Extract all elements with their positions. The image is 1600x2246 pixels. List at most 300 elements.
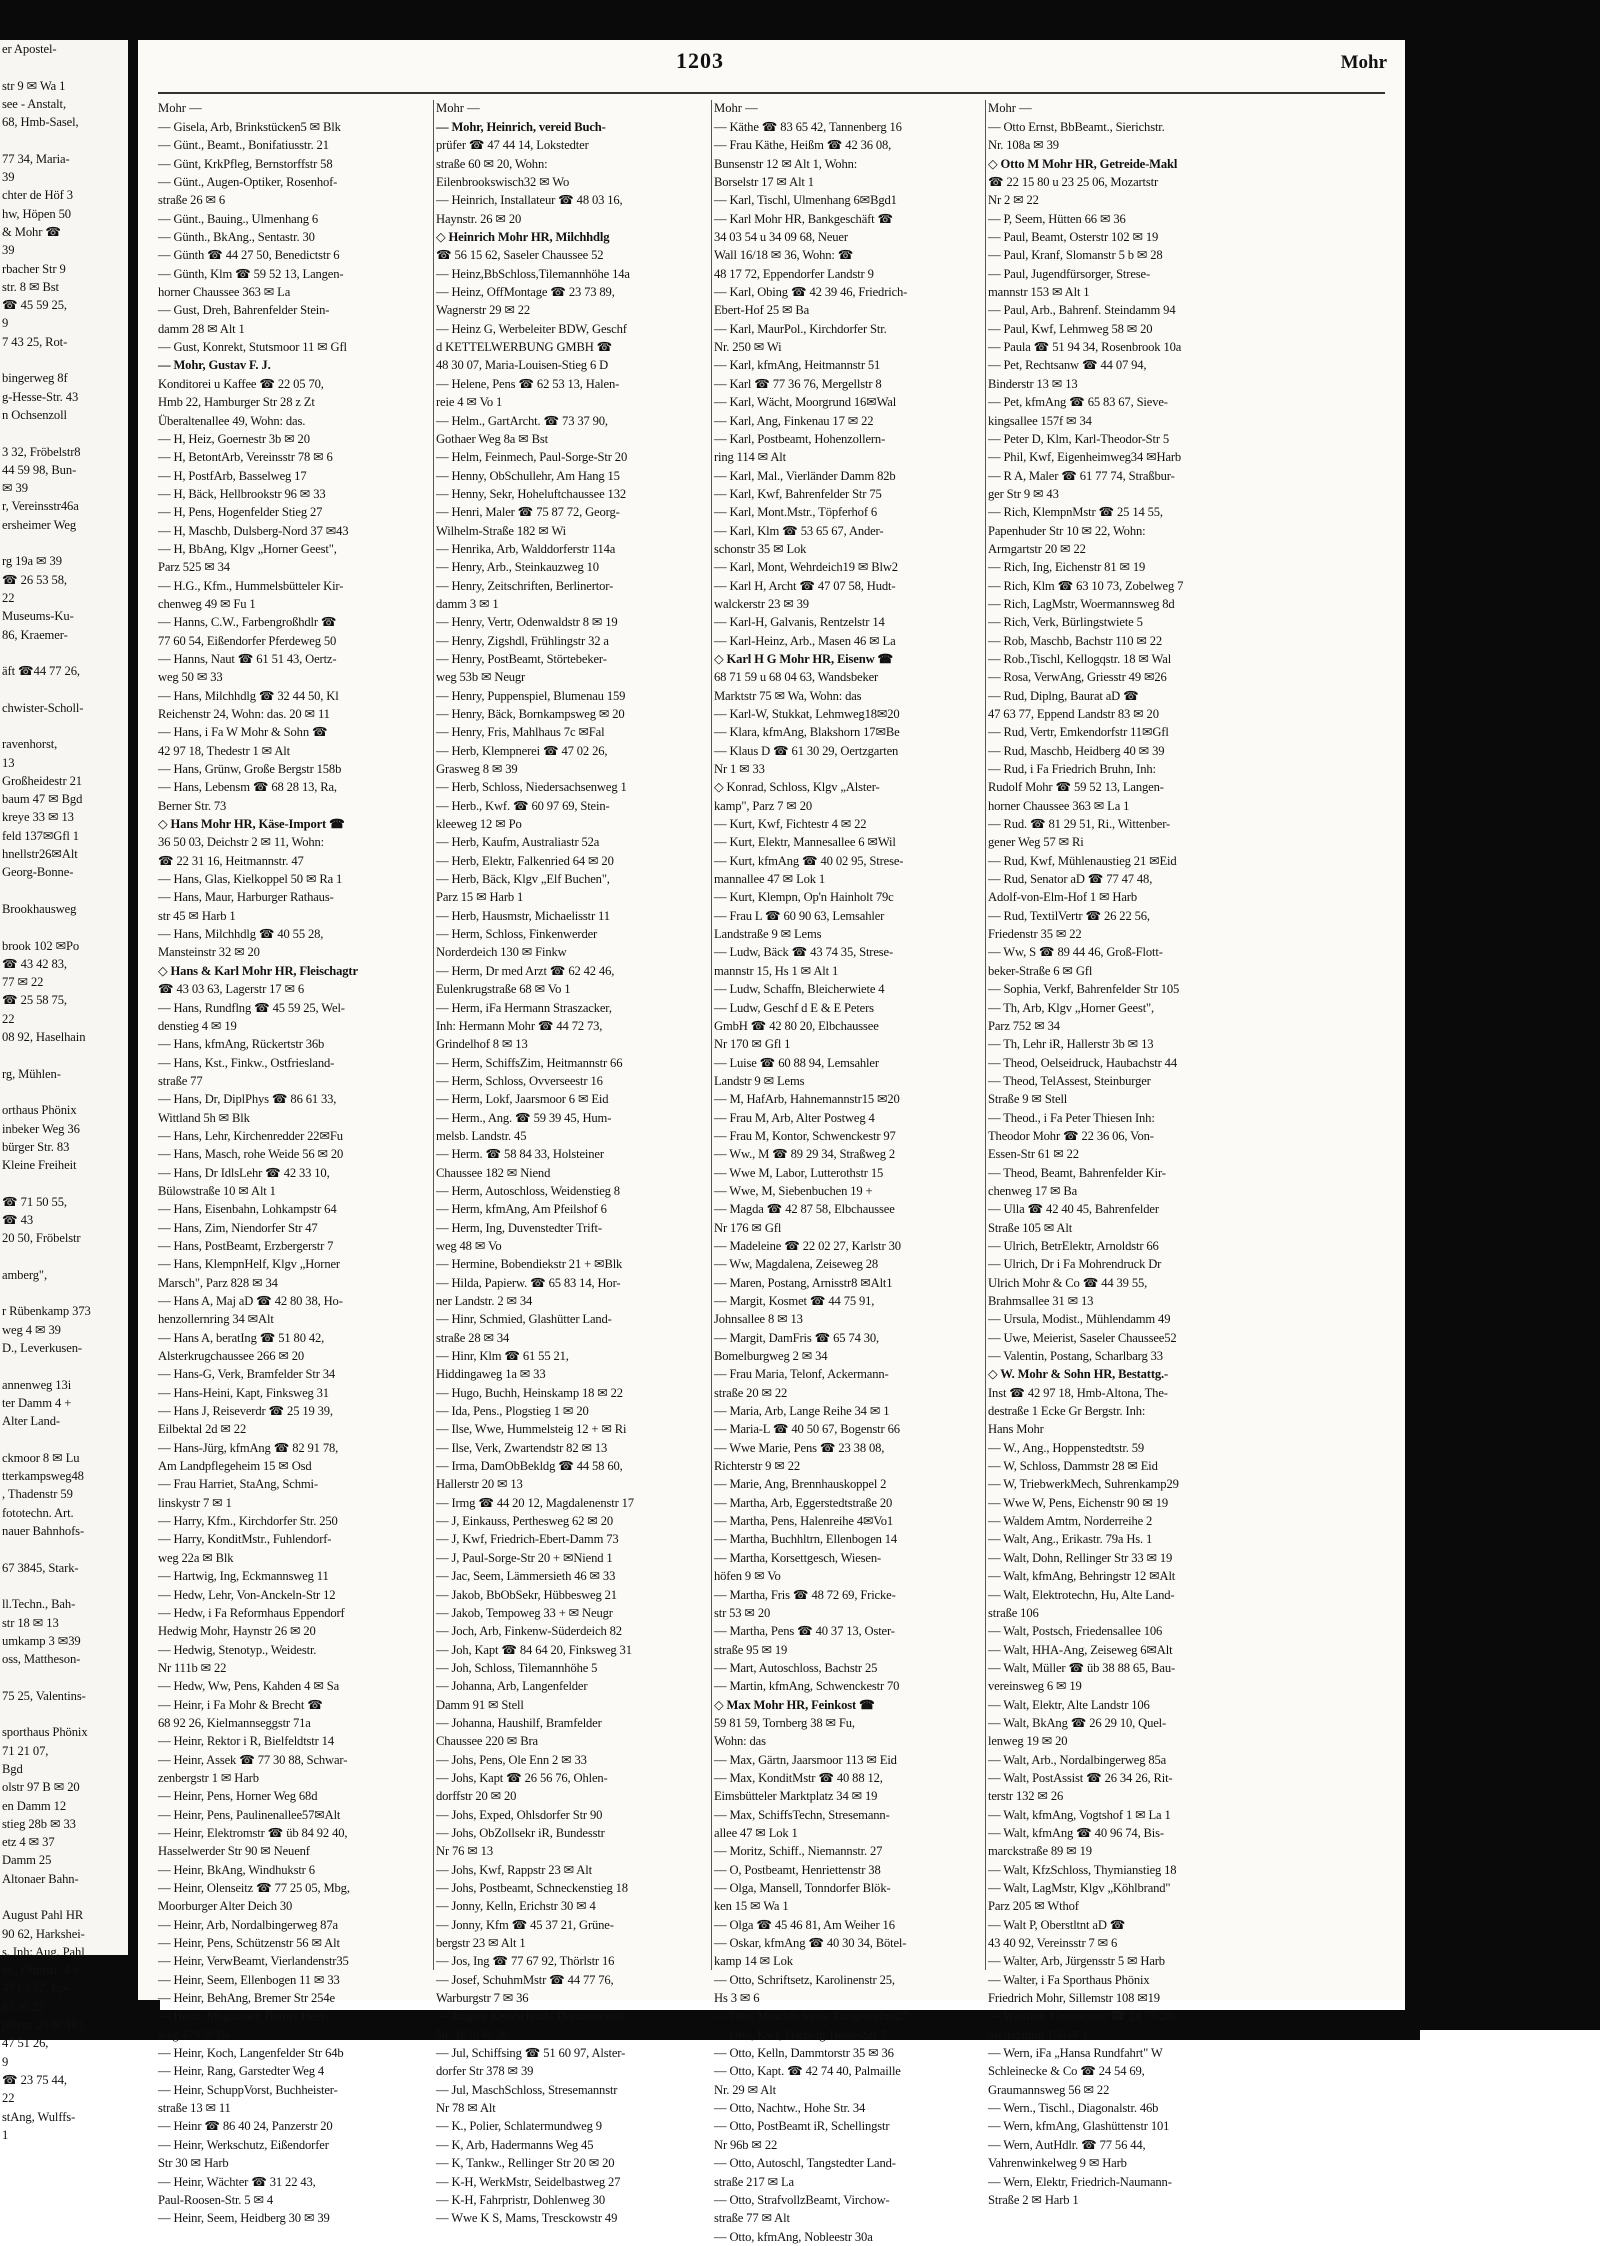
directory-entry: — Karl-H, Galvanis, Rentzelstr 14 xyxy=(714,615,885,630)
directory-entry: destraße 1 Ecke Gr Bergstr. Inh: xyxy=(988,1404,1146,1419)
directory-entry: — Wwe M, Labor, Lutterothstr 15 xyxy=(714,1165,884,1180)
directory-entry: — Heinr, Olenseitz ☎ 77 25 05, Mbg, xyxy=(158,1881,350,1895)
directory-entry: — Jac, Seem, Lämmersieth 46 ✉ 33 xyxy=(436,1569,616,1584)
directory-entry: 43 40 92, Vereinsstr 7 ✉ 6 xyxy=(988,1936,1118,1951)
directory-entry: beker-Straße 6 ✉ Gfl xyxy=(988,963,1093,978)
directory-entry: — Otto, Kelln, Dammtorstr 35 ✉ 36 xyxy=(714,2046,894,2061)
directory-entry: — Max, Gärtn, Jaarsmoor 113 ✉ Eid xyxy=(714,1752,897,1767)
directory-entry: Parz 525 ✉ 34 xyxy=(158,560,230,575)
directory-entry: — Rosa, VerwAng, Griesstr 49 ✉26 xyxy=(988,670,1167,685)
directory-entry: Nr 96b ✉ 22 xyxy=(714,2137,778,2152)
prev-page-line: hnellstr26✉Alt xyxy=(2,847,78,862)
directory-entry: d KETTELWERBUNG GMBH ☎ xyxy=(436,340,613,355)
directory-entry: chenweg 49 ✉ Fu 1 xyxy=(158,596,256,611)
directory-entry: — Walt, Elektr, Alte Landstr 106 xyxy=(988,1697,1150,1712)
directory-entry: — Ww, Magdalena, Zeiseweg 28 xyxy=(714,1257,879,1272)
prev-page-line: stieg 28b ✉ 33 xyxy=(2,1816,76,1831)
directory-entry: — Jul, MaschSchloss, Stresemannstr xyxy=(436,2082,618,2097)
prev-page-line: äft ☎44 77 26, xyxy=(2,664,80,679)
directory-entry: — Heinr, BkAng, Windhukstr 6 xyxy=(158,1862,315,1877)
directory-entry: — O, Postbeamt, Henriettenstr 38 xyxy=(714,1862,881,1877)
directory-entry: — Kurt, Kwf, Fichtestr 4 ✉ 22 xyxy=(714,817,867,832)
directory-entry: — Olga ☎ 45 46 81, Am Weiher 16 xyxy=(714,1917,895,1932)
directory-entry: ring 114 ✉ Alt xyxy=(714,450,787,465)
directory-entry: damm 28 ✉ Alt 1 xyxy=(158,321,245,336)
directory-entry: Hiddingaweg 1a ✉ 33 xyxy=(436,1367,546,1382)
directory-entry: kleeweg 12 ✉ Po xyxy=(436,817,522,832)
prev-page-line: fototechn. Art. xyxy=(2,1505,74,1520)
directory-entry: Marktstr 75 ✉ Wa, Wohn: das xyxy=(714,688,862,703)
directory-entry: — Heinr, Werkschutz, Eißendorfer xyxy=(158,2137,329,2152)
prev-page-line: inbeker Weg 36 xyxy=(2,1121,80,1136)
directory-entry: — Hedw, Ww, Pens, Kahden 4 ✉ Sa xyxy=(158,1679,340,1694)
prev-page-line: Georg-Bonne- xyxy=(2,865,74,880)
directory-entry: — Hans, Eisenbahn, Lohkampstr 64 xyxy=(158,1202,337,1217)
directory-entry: Hasselwerder Str 90 ✉ Neuenf xyxy=(158,1844,310,1859)
directory-entry: Ulrich Mohr & Co ☎ 44 39 55, xyxy=(988,1275,1148,1290)
directory-entry: — Karl, Obing ☎ 42 39 46, Friedrich- xyxy=(714,285,908,300)
directory-entry: — Klara, kfmAng, Blakshorn 17✉Be xyxy=(714,725,900,740)
directory-entry: — Martha, Korsettgesch, Wiesen- xyxy=(714,1550,882,1565)
directory-entry: bergstr 23 ✉ Alt 1 xyxy=(436,1936,526,1951)
directory-entry: ◇ W. Mohr & Sohn HR, Bestattg.- xyxy=(988,1367,1169,1382)
prev-page-line: ☎ 25 58 75, xyxy=(2,993,67,1008)
directory-entry: — H, BbAng, Klgv „Horner Geest", xyxy=(158,541,337,556)
directory-entry: 36 50 03, Deichstr 2 ✉ 11, Wohn: xyxy=(158,835,324,850)
directory-entry: Moorburger Alter Deich 30 xyxy=(158,1899,293,1914)
directory-entry: — Heinz, OffMontage ☎ 23 73 89, xyxy=(436,285,615,300)
directory-entry: — Hinr, Klm ☎ 61 55 21, xyxy=(436,1349,569,1364)
directory-entry: 34 03 54 u 34 09 68, Neuer xyxy=(714,230,848,245)
directory-entry: ger Str 9 ✉ 43 xyxy=(988,486,1059,501)
prev-page-line: etz 4 ✉ 37 xyxy=(2,1835,55,1850)
directory-entry: Str 30 ✉ Harb xyxy=(158,2156,229,2171)
prev-page-line xyxy=(0,1046,128,1064)
prev-page-line: Kleine Freiheit xyxy=(2,1158,77,1173)
column-heading: Mohr — xyxy=(436,101,480,115)
prev-page-line: 86, Kraemer- xyxy=(2,627,68,642)
directory-entry: — Martha, Buchhltrn, Ellenbogen 14 xyxy=(714,1532,898,1547)
directory-entry: — Herm, Schloss, Finkenwerder xyxy=(436,927,598,942)
column-heading: Mohr — xyxy=(158,101,202,115)
directory-entry: gener Weg 57 ✉ Ri xyxy=(988,835,1084,850)
directory-entry: Landstraße 9 ✉ Lems xyxy=(714,927,822,942)
directory-entry: Norderdeich 130 ✉ Finkw xyxy=(436,945,567,960)
directory-entry: Hmb 22, Hamburger Str 28 z Zt xyxy=(158,395,315,410)
directory-entry: — Hans, Milchhdlg ☎ 32 44 50, Kl xyxy=(158,688,339,703)
directory-entry: — Harry, KonditMstr., Fuhlendorf- xyxy=(158,1532,332,1547)
directory-entry: kamp", Parz 7 ✉ 20 xyxy=(714,798,812,813)
directory-entry: Nr 111b ✉ 22 xyxy=(158,1660,227,1675)
directory-entry: — Maren, Postang, Arnisstr8 ✉Alt1 xyxy=(714,1275,893,1290)
directory-entry: — Moritz, Schiff., Niemannstr. 27 xyxy=(714,1844,883,1859)
directory-entry: Nr 76 ✉ 13 xyxy=(436,1844,493,1859)
directory-entry: — Kurt, Klempn, Op'n Hainholt 79c xyxy=(714,890,894,905)
prev-page-line: str 9 ✉ Wa 1 xyxy=(2,78,66,93)
directory-entry: — Rob, Maschb, Bachstr 110 ✉ 22 xyxy=(988,633,1163,648)
directory-entry: Inh: Hermann Mohr ☎ 44 72 73, xyxy=(436,1018,603,1033)
prev-page-line: 44 59 98, Bun- xyxy=(2,462,77,477)
directory-entry: — Henry, Puppenspiel, Blumenau 159 xyxy=(436,688,626,703)
column-heading: Mohr — xyxy=(714,101,758,115)
directory-entry: — Pet, kfmAng ☎ 65 83 67, Sieve- xyxy=(988,395,1168,410)
prev-page-line xyxy=(0,58,128,76)
prev-page-line xyxy=(0,1668,128,1686)
directory-entry: — Hanns, C.W., Farbengroßhdlr ☎ xyxy=(158,615,337,630)
prev-page-line: ss., Ohmstr. 4 + xyxy=(2,1963,80,1978)
directory-entry: — Rud, Maschb, Heidberg 40 ✉ 39 xyxy=(988,743,1165,758)
directory-entry: — Gisela, Arb, Brinkstücken5 ✉ Blk xyxy=(158,120,341,134)
directory-entry: Nr. 29 ✉ Alt xyxy=(714,2082,776,2097)
prev-page-line: 7 43 25, Rot- xyxy=(2,334,68,349)
prev-page-line: olstr 97 B ✉ 20 xyxy=(2,1780,80,1795)
directory-entry: ken 15 ✉ Wa 1 xyxy=(714,1899,789,1914)
directory-entry: straße 28 ✉ 34 xyxy=(436,1330,510,1345)
prev-page-line: 47 51 26, xyxy=(2,2036,49,2051)
directory-entry: — Karl-W, Stukkat, Lehmweg18✉20 xyxy=(714,707,900,721)
prev-page-line: rg 19a ✉ 39 xyxy=(2,554,62,569)
directory-entry: — Oskar, kfmAng ☎ 40 30 34, Bötel- xyxy=(714,1936,907,1951)
directory-entry: — Mohr, Gustav F. J. xyxy=(158,358,271,373)
directory-entry: — Herb., Kwf. ☎ 60 97 69, Stein- xyxy=(436,798,610,813)
directory-entry: — Martha, Pens ☎ 40 37 13, Oster- xyxy=(714,1624,895,1639)
prev-page-line xyxy=(0,717,128,735)
directory-entry: — Hans, Dr, DiplPhys ☎ 86 61 33, xyxy=(158,1092,337,1107)
directory-entry: Parz 752 ✉ 34 xyxy=(988,1018,1060,1033)
running-head: Mohr xyxy=(1340,52,1387,73)
prev-page-line xyxy=(0,680,128,698)
directory-entry: — Ilse, Verk, Zwartendstr 82 ✉ 13 xyxy=(436,1440,608,1455)
directory-entry: — Otto, Schriftsetz, Karolinenstr 25, xyxy=(714,1972,895,1987)
directory-entry: — J, Kwf, Friedrich-Ebert-Damm 73 xyxy=(436,1532,619,1547)
directory-entry: — Karl, Mont, Wehrdeich19 ✉ Blw2 xyxy=(714,560,898,575)
prev-page-line: bürger Str. 83 xyxy=(2,1139,70,1154)
prev-page-line: chwister-Scholl- xyxy=(2,700,84,715)
prev-page-line: str 18 ✉ 13 xyxy=(2,1615,59,1630)
directory-entry: — Hans, Rundflng ☎ 45 59 25, Wel- xyxy=(158,1000,345,1015)
directory-entry: — J, Paul-Sorge-Str 20 + ✉Niend 1 xyxy=(436,1550,613,1565)
prev-page-line: orthaus Phönix xyxy=(2,1103,77,1118)
prev-page-line: 22 xyxy=(2,2091,15,2106)
directory-entry: — Heinr, Pens, Schützenstr 56 ✉ Alt xyxy=(158,1936,340,1951)
prev-page-line: plerstr 29 ✉Alt1 xyxy=(2,2018,85,2033)
directory-entry: terstr 132 ✉ 26 xyxy=(988,1789,1064,1804)
directory-entry: — Ursula, Modist., Mühlendamm 49 xyxy=(988,1312,1171,1327)
directory-entry: — Heinr, VerwBeamt, Vierlandenstr35 xyxy=(158,1954,349,1969)
directory-entry: — Wwe Marie, Pens ☎ 23 38 08, xyxy=(714,1440,885,1455)
directory-entry: — Heinr, Pens, Paulinenallee57✉Alt xyxy=(158,1807,341,1822)
prev-page-line: ☎ 45 59 25, xyxy=(2,298,67,313)
directory-entry: — Rich, KlempnMstr ☎ 25 14 55, xyxy=(988,505,1163,520)
directory-entry: Ebert-Hof 25 ✉ Ba xyxy=(714,303,810,318)
directory-entry: — Henny, ObSchullehr, Am Hang 15 xyxy=(436,468,620,483)
prev-page-line xyxy=(0,1357,128,1375)
directory-entry: — Helm., GartArcht. ☎ 73 37 90, xyxy=(436,413,608,428)
directory-entry: — Paul, Beamt, Osterstr 102 ✉ 19 xyxy=(988,230,1159,245)
directory-entry: Haynstr. 26 ✉ 20 xyxy=(436,211,522,226)
directory-entry: straße 20 ✉ 22 xyxy=(714,1385,788,1400)
directory-entry: 68 71 59 u 68 04 63, Wandsbeker xyxy=(714,670,879,685)
prev-page-line: 22 xyxy=(2,1011,15,1026)
directory-entry: — Rob.,Tischl, Kellogqstr. 18 ✉ Wal xyxy=(988,651,1172,666)
prev-page-line: 77 34, Maria- xyxy=(2,151,70,166)
directory-entry: Alsterkrugchaussee 266 ✉ 20 xyxy=(158,1349,305,1364)
prev-page-line: 90 62, Harkshei- xyxy=(2,1926,85,1941)
prev-page-line xyxy=(0,882,128,900)
directory-entry: — Heinr, Rang, Garstedter Weg 4 xyxy=(158,2064,325,2079)
directory-entry: — W, TriebwerkMech, Suhrenkamp29 xyxy=(988,1477,1179,1492)
prev-page-line: annenweg 13i xyxy=(2,1377,72,1392)
prev-page-line: 08 92, Haselhain xyxy=(2,1030,86,1045)
directory-entry: — Karl H, Archt ☎ 47 07 58, Hudt- xyxy=(714,578,896,593)
directory-entry: Eilenbrookswisch32 ✉ Wo xyxy=(436,175,570,190)
directory-entry: — Wern, kfmAng, Glashüttenstr 101 xyxy=(988,2119,1170,2134)
prev-page-line: er Apostel- xyxy=(2,42,57,56)
directory-entry: Armgartstr 20 ✉ 22 xyxy=(988,541,1086,556)
directory-entry: — K, Arb, Hadermanns Weg 45 xyxy=(436,2137,594,2152)
directory-entry: Warburgstr 7 ✉ 36 xyxy=(436,1991,529,2006)
directory-entry: — Hedw, Lehr, Von-Anckeln-Str 12 xyxy=(158,1587,336,1602)
prev-page-line: stAng, Wulffs- xyxy=(2,2109,76,2124)
prev-page-line: chter de Höf 3 xyxy=(2,188,73,203)
prev-page-line: rg, Mühlen- xyxy=(2,1066,61,1081)
directory-entry: — Paul, Kranf, Slomanstr 5 b ✉ 28 xyxy=(988,248,1163,263)
directory-entry: weg 479 ✉ Be xyxy=(158,2027,231,2042)
directory-entry: — Käthe ☎ 83 65 42, Tannenberg 16 xyxy=(714,120,902,134)
directory-entry: — Wern., Tischl., Diagonalstr. 46b xyxy=(988,2101,1159,2116)
directory-entry: — Herm, SchiffsZim, Heitmannstr 66 xyxy=(436,1055,623,1070)
directory-entry: — Rich, Klm ☎ 63 10 73, Zobelweg 7 xyxy=(988,578,1184,593)
directory-entry: reie 4 ✉ Vo 1 xyxy=(436,395,503,410)
directory-entry: — Heinr, i Fa Mohr & Brecht ☎ xyxy=(158,1697,323,1712)
directory-entry: — Heinr, Magaziner, Berner Heer- xyxy=(158,2009,329,2024)
prev-page-line: r Rübenkamp 373 xyxy=(2,1304,91,1319)
directory-entry: Eilbektal 2d ✉ 22 xyxy=(158,1422,247,1437)
directory-entry: Parz 205 ✉ Wthof xyxy=(988,1899,1079,1914)
directory-entry: — Henry, Vertr, Odenwaldstr 8 ✉ 19 xyxy=(436,615,618,630)
directory-entry: weg 50 ✉ 33 xyxy=(158,670,223,685)
directory-entry: — K., Polier, Schlatermundweg 9 xyxy=(436,2119,602,2134)
directory-entry: Bunsenstr 12 ✉ Alt 1, Wohn: xyxy=(714,156,858,171)
directory-entry: Straße 2 ✉ Harb 1 xyxy=(988,2192,1079,2207)
directory-entry: — Frau Maria, Telonf, Ackermann- xyxy=(714,1367,889,1382)
directory-entry: Eimsbütteler Marktplatz 34 ✉ 19 xyxy=(714,1789,878,1804)
prev-page-line: ll.Techn., Bah- xyxy=(2,1597,76,1612)
directory-entry: dorfer Str 378 ✉ 39 xyxy=(436,2064,534,2079)
prev-page-line: ter Damm 4 + xyxy=(2,1395,72,1410)
prev-page-line xyxy=(0,1577,128,1595)
directory-entry: Nr 170 ✉ Gfl 1 xyxy=(714,1037,791,1052)
directory-entry: straße 106 xyxy=(988,1605,1039,1620)
directory-entry: — Otto, MaschSchloss, Langenrehm27 xyxy=(714,2009,908,2024)
directory-entry: — Phil, Kwf, Eigenheimweg34 ✉Harb xyxy=(988,450,1182,465)
listing-column-4 xyxy=(988,100,1260,2207)
directory-entry: — Herb, Hausmstr, Michaelisstr 11 xyxy=(436,908,610,923)
directory-entry: — Otto, Autoschl, Tangstedter Land- xyxy=(714,2156,896,2171)
directory-entry: — Gust, Dreh, Bahrenfelder Stein- xyxy=(158,303,330,318)
directory-entry: — Heinz,BbSchloss,Tilemannhöhe 14a xyxy=(436,266,630,281)
directory-entry: — Hans, Maur, Harburger Rathaus- xyxy=(158,890,334,905)
directory-entry: — Peter D, Klm, Karl-Theodor-Str 5 xyxy=(988,431,1170,446)
directory-entry: weg 53b ✉ Neugr xyxy=(436,670,526,685)
directory-entry: — Henry, Arb., Steinkauzweg 10 xyxy=(436,560,599,575)
directory-entry: Nr 176 ✉ Gfl xyxy=(714,1220,782,1235)
directory-entry: — Ludw, Bäck ☎ 43 74 35, Strese- xyxy=(714,945,894,960)
directory-entry: — Martha, Fris ☎ 48 72 69, Fricke- xyxy=(714,1587,896,1602)
previous-page-fragment xyxy=(0,40,128,2142)
directory-entry: — Paul, Arb., Bahrenf. Steindamm 94 xyxy=(988,303,1176,318)
directory-entry: — Henry, Bäck, Bornkampsweg ✉ 20 xyxy=(436,707,625,721)
directory-entry: — H, Heiz, Goernestr 3b ✉ 20 xyxy=(158,431,310,446)
directory-entry: — Jonny, Kfm ☎ 45 37 21, Grüne- xyxy=(436,1917,614,1932)
directory-entry: — Wern, iFa „Hansa Rundfahrt" W xyxy=(988,2046,1163,2061)
directory-entry: weg 22a ✉ Blk xyxy=(158,1550,234,1565)
directory-entry: Paul-Roosen-Str. 5 ✉ 4 xyxy=(158,2192,273,2207)
prev-page-line: Museums-Ku- xyxy=(2,609,74,624)
directory-entry: 48 30 07, Maria-Louisen-Stieg 6 D xyxy=(436,358,609,373)
directory-entry: — Johanna, Arb, Langenfelder xyxy=(436,1679,588,1694)
directory-entry: — Hans, Kst., Finkw., Ostfriesland- xyxy=(158,1055,335,1070)
directory-entry: — R A, Maler ☎ 61 77 74, Straßbur- xyxy=(988,468,1175,483)
directory-entry: — Irma, DamObBekldg ☎ 44 58 60, xyxy=(436,1459,623,1474)
prev-page-line: Altonaer Bahn- xyxy=(2,1871,79,1886)
directory-entry: Wohn: das xyxy=(714,1734,766,1749)
directory-entry: — Herb, Kaufm, Australiastr 52a xyxy=(436,835,600,850)
directory-entry: — Walt, LagMstr, Klgv „Köhlbrand" xyxy=(988,1881,1171,1895)
directory-entry: — Ww, S ☎ 89 44 46, Groß-Flott- xyxy=(988,945,1163,960)
directory-entry: walckerstr 23 ✉ 39 xyxy=(714,596,809,611)
directory-entry: Wilhelm-Straße 182 ✉ Wi xyxy=(436,523,567,538)
prev-page-line: amberg", xyxy=(2,1267,48,1282)
directory-entry: — Otto Ernst, BbBeamt., Sierichstr. xyxy=(988,120,1165,134)
directory-entry: 42 97 18, Thedestr 1 ✉ Alt xyxy=(158,743,290,758)
prev-page-line: 68, Hmb-Sasel, xyxy=(2,115,79,130)
directory-entry: Friedenstr 35 ✉ 22 xyxy=(988,927,1082,942)
directory-entry: — Herb, Klempnerei ☎ 47 02 26, xyxy=(436,743,608,758)
directory-entry: Brahmsallee 31 ✉ 13 xyxy=(988,1294,1094,1308)
directory-entry: — Theod, Oelseidruck, Haubachstr 44 xyxy=(988,1055,1177,1070)
prev-page-line: brook 102 ✉Po xyxy=(2,938,80,953)
directory-entry: — Herb, Bäck, Klgv „Elf Buchen", xyxy=(436,872,610,887)
prev-page-line: oss, Mattheson- xyxy=(2,1652,81,1667)
directory-entry: — Otto, kfmAng, Nobleestr 30a xyxy=(714,2229,873,2244)
prev-page-line: 75 25, Valentins- xyxy=(2,1688,86,1703)
directory-entry: zenbergstr 1 ✉ Harb xyxy=(158,1770,259,1785)
directory-entry: mannstr 153 ✉ Alt 1 xyxy=(988,285,1090,300)
directory-entry: — Marie, Ang, Brennhauskoppel 2 xyxy=(714,1477,887,1492)
page-header xyxy=(138,40,1405,98)
prev-page-line: weg 4 ✉ 39 xyxy=(2,1322,61,1337)
directory-entry: — Mohr, Heinrich, vereid Buch- xyxy=(436,120,606,134)
directory-entry: — Rich, Verk, Bürlingstwiete 5 xyxy=(988,615,1143,630)
directory-entry: — Josef, SchuhmMstr ☎ 44 77 76, xyxy=(436,1972,614,1987)
directory-entry: — P, Seem, Hütten 66 ✉ 36 xyxy=(988,211,1126,226)
directory-entry: — Johs, Pens, Ole Enn 2 ✉ 33 xyxy=(436,1752,587,1767)
directory-entry: — Theod, Beamt, Bahrenfelder Kir- xyxy=(988,1165,1166,1180)
prev-page-line: Alter Land- xyxy=(2,1414,60,1429)
prev-page-line: 20 50, Fröbelstr xyxy=(2,1231,81,1246)
column-divider xyxy=(433,100,434,1970)
directory-entry: Straße 105 ✉ Alt xyxy=(988,1220,1073,1235)
directory-entry: straße 60 ✉ 20, Wohn: xyxy=(436,156,548,171)
directory-entry: — Karl Mohr HR, Bankgeschäft ☎ xyxy=(714,211,894,226)
directory-entry: ◇ Karl H G Mohr HR, Eisenw ☎ xyxy=(714,651,894,666)
directory-entry: 48 17 72, Eppendorfer Landstr 9 xyxy=(714,266,874,281)
directory-entry: — Maria, Arb, Lange Reihe 34 ✉ 1 xyxy=(714,1404,890,1419)
directory-entry: straße 77 xyxy=(158,1073,203,1088)
directory-entry: Chaussee 182 ✉ Niend xyxy=(436,1165,551,1180)
directory-entry: — Paula ☎ 51 94 34, Rosenbrook 10a xyxy=(988,340,1182,355)
directory-entry: — Heinr, Wächter ☎ 31 22 43, xyxy=(158,2174,316,2189)
directory-entry: — Ludw, Schaffn, Bleicherwiete 4 xyxy=(714,982,885,997)
directory-entry: — Günth, Klm ☎ 59 52 13, Langen- xyxy=(158,266,344,281)
directory-entry: — Otto, Nachtw., Hohe Str. 34 xyxy=(714,2101,866,2116)
directory-entry: — Otto, PostBeamt iR, Schellingstr xyxy=(714,2119,890,2134)
directory-entry: — Helm, Feinmech, Paul-Sorge-Str 20 xyxy=(436,450,628,465)
directory-entry: henzollernring 34 ✉Alt xyxy=(158,1312,274,1327)
directory-entry: — Waltraut, Gemischtw ☎ 24 75 20, xyxy=(988,2009,1175,2024)
directory-entry: — Otto, Kwf, Hartwig-Hesse-Str 5 xyxy=(714,2027,887,2042)
directory-entry: schonstr 35 ✉ Lok xyxy=(714,541,807,556)
directory-entry: Landstr 9 ✉ Lems xyxy=(714,1073,805,1088)
directory-entry: Nr. 250 ✉ Wi xyxy=(714,340,782,355)
prev-page-line: D., Leverkusen- xyxy=(2,1341,82,1356)
prev-page-line: August Pahl HR xyxy=(2,1908,84,1923)
directory-entry: — Walt, Elektrotechn, Hu, Alte Land- xyxy=(988,1587,1175,1602)
prev-page-line: 3 32, Fröbelstr8 xyxy=(2,444,81,459)
column-heading: Mohr — xyxy=(988,101,1032,115)
prev-page-line xyxy=(0,918,128,936)
directory-entry: — Joh, Schloss, Tilemannhöhe 5 xyxy=(436,1660,598,1675)
prev-page-line: 71 21 07, xyxy=(2,1743,49,1758)
directory-entry: — Henry, Zigshdl, Frühlingstr 32 a xyxy=(436,633,609,648)
directory-entry: — Walt, kfmAng, Vogtshof 1 ✉ La 1 xyxy=(988,1807,1171,1822)
directory-entry: — Margit, DamFris ☎ 65 74 30, xyxy=(714,1330,880,1345)
directory-entry: — Hanns, Naut ☎ 61 51 43, Oertz- xyxy=(158,651,337,666)
directory-entry: — Johs, Kwf, Rappstr 23 ✉ Alt xyxy=(436,1862,592,1877)
directory-entry: — Walt, Dohn, Rellinger Str 33 ✉ 19 xyxy=(988,1550,1173,1565)
prev-page-line: r, Vereinsstr46a xyxy=(2,499,79,514)
directory-entry: ◇ Otto M Mohr HR, Getreide-Makl xyxy=(988,156,1178,171)
directory-entry: Inst ☎ 42 97 18, Hmb-Altona, The- xyxy=(988,1385,1168,1400)
directory-entry: ◇ Hans & Karl Mohr HR, Fleischagtr xyxy=(158,963,358,978)
prev-page-line: 1 xyxy=(2,2127,9,2142)
directory-entry: — Günth ☎ 44 27 50, Benedictstr 6 xyxy=(158,248,340,263)
directory-entry: Eulenkrugstraße 68 ✉ Vo 1 xyxy=(436,982,571,997)
directory-entry: höfen 9 ✉ Vo xyxy=(714,1569,781,1584)
directory-entry: — Henry, Zeitschriften, Berlinertor- xyxy=(436,578,614,593)
directory-entry: — Otto, Kapt. ☎ 42 74 40, Palmaille xyxy=(714,2064,901,2079)
directory-entry: — Rud, Diplng, Baurat aD ☎ xyxy=(988,688,1139,703)
directory-entry: — Hans, Lebensm ☎ 68 28 13, Ra, xyxy=(158,780,337,795)
directory-entry: — Walt, Müller ☎ üb 38 88 65, Bau- xyxy=(988,1660,1176,1675)
prev-page-line: nauer Bahnhofs- xyxy=(2,1524,85,1539)
directory-entry: Am Landpflegeheim 15 ✉ Osd xyxy=(158,1459,312,1474)
prev-page-line xyxy=(0,644,128,662)
prev-page-line: str. 8 ✉ Bst xyxy=(2,279,59,294)
directory-entry: — Frau M, Kontor, Schwenckestr 97 xyxy=(714,1128,896,1143)
directory-entry: Borselstr 17 ✉ Alt 1 xyxy=(714,175,814,190)
directory-entry: damm 3 ✉ 1 xyxy=(436,596,499,611)
directory-entry: — Walt, kfmAng, Behringstr 12 ✉Alt xyxy=(988,1569,1176,1584)
directory-entry: — K-H, Fahrpristr, Dohlenweg 30 xyxy=(436,2192,606,2207)
directory-entry: — Otto, StrafvollzBeamt, Virchow- xyxy=(714,2192,890,2207)
directory-entry: — Hans-Heini, Kapt, Finksweg 31 xyxy=(158,1385,329,1400)
directory-entry: Nr 1 ✉ 33 xyxy=(714,762,765,777)
directory-entry: — Walt, Arb., Nordalbingerweg 85a xyxy=(988,1752,1167,1767)
prev-page-line: 39 xyxy=(2,170,15,185)
directory-entry: Grindelhof 8 ✉ 13 xyxy=(436,1037,528,1052)
